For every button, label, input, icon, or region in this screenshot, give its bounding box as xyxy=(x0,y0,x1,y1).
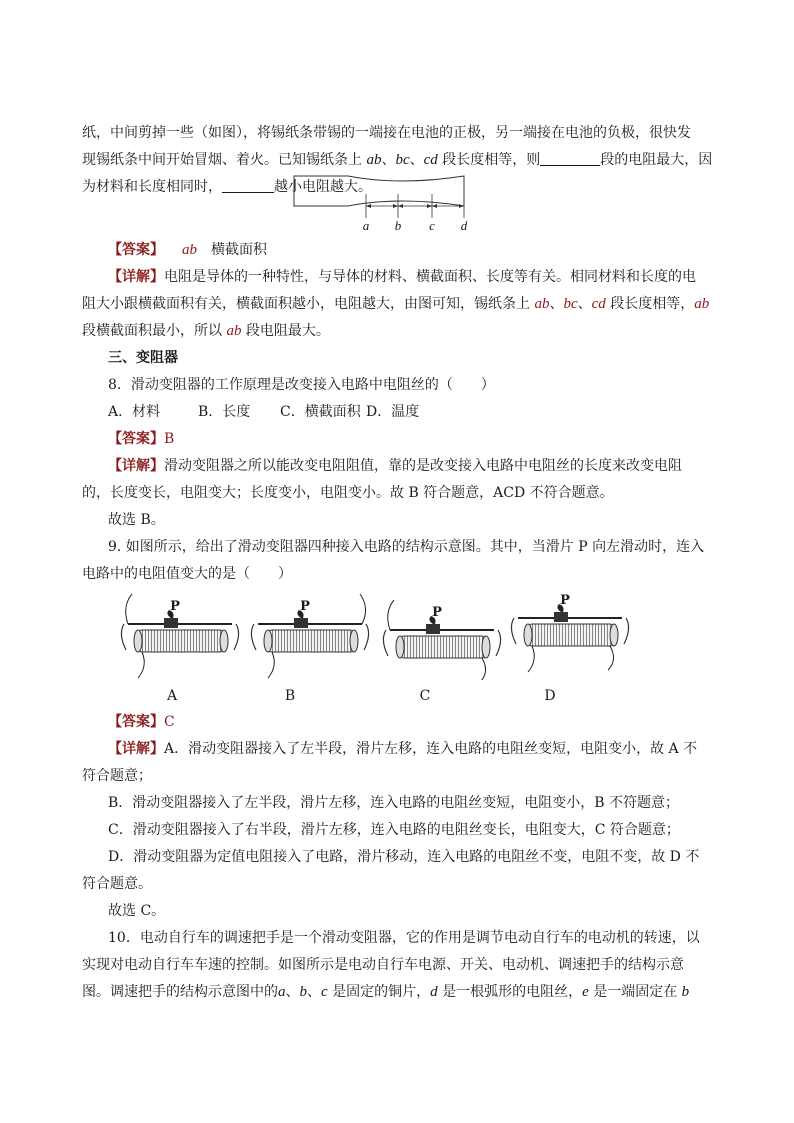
q7-line-3: 为材料和长度相同时， 越小电阻越大。 xyxy=(82,179,372,195)
rheostat-d xyxy=(511,604,628,672)
section-heading: 三、变阻器 xyxy=(108,350,178,366)
slider-p-label-a: P xyxy=(170,599,180,614)
slider-p-label-d: P xyxy=(560,593,570,608)
fig-label-B: B xyxy=(284,688,296,704)
q8-answer: 【答案】B xyxy=(108,431,175,447)
q8-conclusion: 故选 B。 xyxy=(108,512,165,528)
q8-option-c: C．横截面积 xyxy=(280,404,361,420)
answer-blank-1 xyxy=(540,151,600,166)
fig-label-A: A xyxy=(166,688,178,704)
answer-blank-2 xyxy=(222,178,274,193)
fig-label-a: a xyxy=(362,218,370,233)
fig-label-C: C xyxy=(419,688,431,704)
fig-label-c: c xyxy=(429,218,435,233)
q8-option-d: D．温度 xyxy=(366,404,420,420)
fig-label-D: D xyxy=(544,688,556,704)
q8-options xyxy=(108,402,419,422)
slider-p-label-c: P xyxy=(432,605,442,620)
q7-detail-2: 阻大小跟横截面积有关，横截面积越小，电阻越大，由图可知，锡纸条上 ab、bc、cd 段长度相等，ab xyxy=(82,296,710,312)
q9-detail-1: 【详解】A．滑动变阻器接入了左半段，滑片左移，连入电路的电阻丝变短，电阻变小，故 A 不 xyxy=(108,741,698,757)
q9-question-1: 9. 如图所示，给出了滑动变阻器四种接入电路的结构示意图。其中，当滑片 P 向左滑动时，连入 xyxy=(108,539,705,555)
slider-p-label-b: P xyxy=(300,599,310,614)
q9-detail-2: B．滑动变阻器接入了左半段，滑片左移，连入电路的电阻丝变短，电阻变小，B 不符题意； xyxy=(108,795,680,811)
q9-answer: 【答案】C xyxy=(108,714,175,730)
q10-line-2: 实现对电动自行车车速的控制。如图所示是电动自行车电源、开关、电动机、调速把手的结构示意 xyxy=(82,957,684,973)
q10-line-1: 10．电动自行车的调速把手是一个滑动变阻器，它的作用是调节电动自行车的电动机的转速，以 xyxy=(108,930,700,946)
q8-question: 8．滑动变阻器的工作原理是改变接入电路中电阻丝的（ ） xyxy=(108,377,495,393)
q9-question-2: 电路中的电阻值变大的是（ ） xyxy=(82,566,292,582)
q7-answer: 【答案】 ab 横截面积 xyxy=(108,242,267,258)
q7-line-1: 纸，中间剪掉一些（如图），将锡纸条带锡的一端接在电池的正极，另一端接在电池的负极，很快发 xyxy=(82,125,691,141)
q9-detail-4b: 符合题意。 xyxy=(82,876,152,892)
q7-detail-3: 段横截面积最小，所以 ab 段电阻最大。 xyxy=(82,323,330,339)
q8-option-a: A．材料 xyxy=(108,404,161,420)
q8-option-b: B．长度 xyxy=(198,404,251,420)
q8-detail-1: 【详解】滑动变阻器之所以能改变电阻阻值，靠的是改变接入电路中电阻丝的长度来改变电阻 xyxy=(108,458,682,474)
q9-detail-4: D．滑动变阻器为定值电阻接入了电路，滑片移动，连入电路的电阻丝不变，电阻不变，故 D 不 xyxy=(108,849,700,865)
fig-label-b: b xyxy=(394,218,402,233)
q9-detail-3: C．滑动变阻器接入了右半段，滑片左移，连入电路的电阻丝变长，电阻变大，C 符合题意； xyxy=(108,822,680,838)
q9-detail-1b: 符合题意； xyxy=(82,768,152,784)
q10-line-3: 图。调速把手的结构示意图中的a、b、c 是固定的铜片，d 是一根弧形的电阻丝，e 是一端固定在 b xyxy=(82,984,690,1000)
q7-line-2: 现锡纸条中间开始冒烟、着火。已知锡纸条上 ab、bc、cd 段长度相等，则 段的电阻最大，因 xyxy=(82,152,713,168)
q7-detail-1: 【详解】电阻是导体的一种特性，与导体的材料、横截面积、长度等有关。相同材料和长度的电 xyxy=(108,269,696,285)
q8-detail-2: 的，长度变长，电阻变大；长度变小，电阻变小。故 B 符合题意，ACD 不符合题意。 xyxy=(82,485,614,501)
fig-label-d: d xyxy=(460,218,468,233)
tin-foil-strip-figure xyxy=(290,174,470,234)
q9-conclusion: 故选 C。 xyxy=(108,903,166,919)
